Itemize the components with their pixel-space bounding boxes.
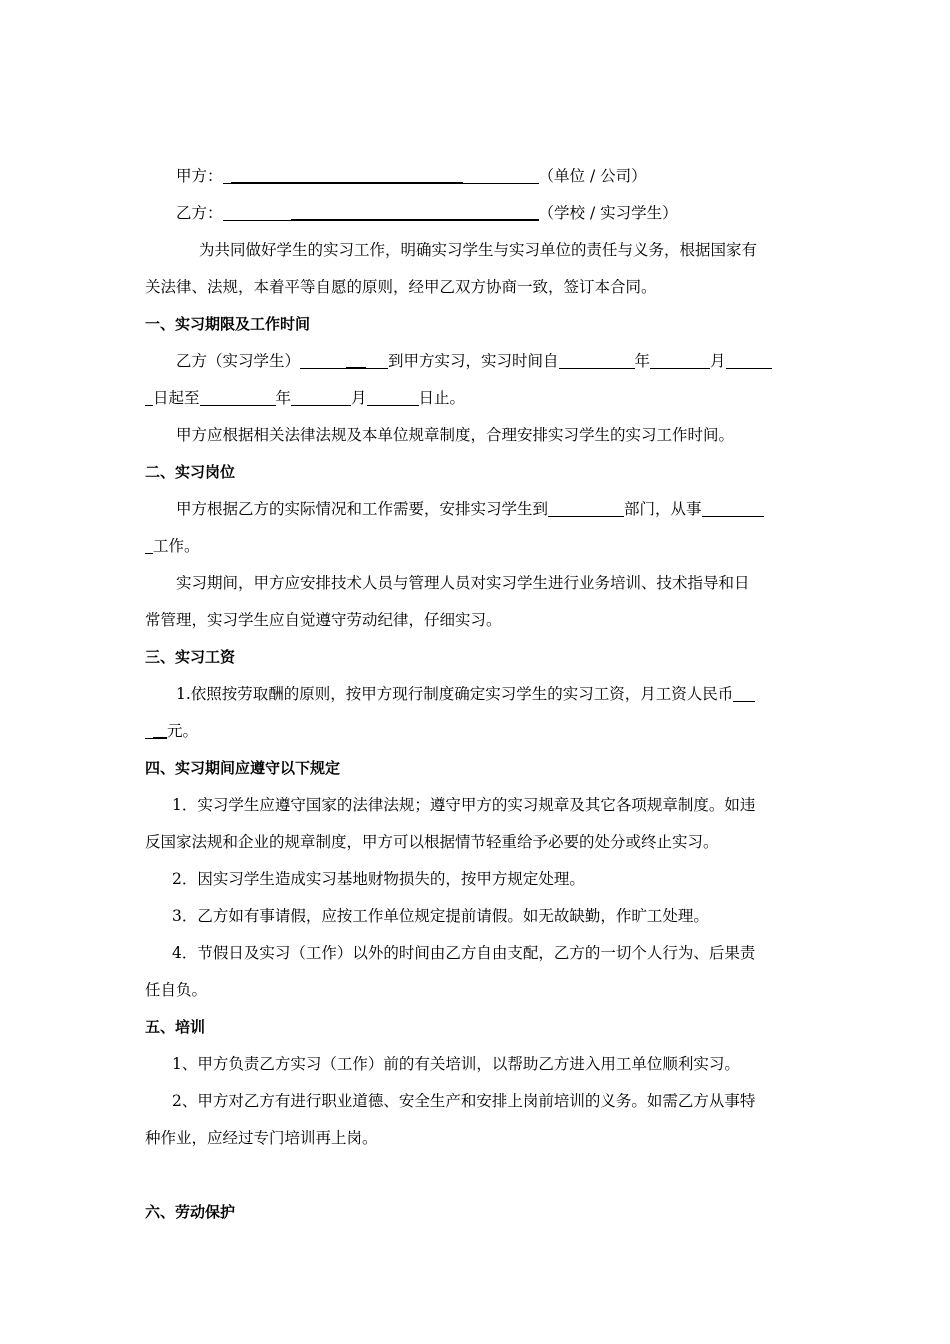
- party-b-suffix: （学校 / 实习学生）: [538, 204, 678, 222]
- party-a-label: 甲方：: [176, 167, 223, 185]
- s1-name-blank[interactable]: [346, 352, 366, 370]
- section-5-heading: 五、培训: [145, 1018, 206, 1036]
- section-3-heading: 三、实习工资: [145, 648, 236, 666]
- s4-item-4-line-2: 任自负。: [145, 981, 208, 999]
- s2-line-1: 甲方根据乙方的实际情况和工作需要，安排实习学生到 部门，从事: [145, 491, 808, 528]
- s1-paragraph-2: 甲方应根据相关法律法规及本单位规章制度，合理安排实习学生的实习工作时间。: [176, 426, 735, 444]
- preamble-line-1: 为共同做好学生的实习工作，明确实习学生与实习单位的责任与义务，根据国家有: [199, 241, 758, 259]
- s5-item-2-line-1: 2、甲方对乙方有进行职业道德、安全生产和安排上岗前培训的义务。如需乙方从事特: [172, 1092, 756, 1110]
- s3-wage-blank-b[interactable]: [153, 722, 167, 740]
- s2-paragraph-2-line-1: 实习期间，甲方应安排技术人员与管理人员对实习学生进行业务培训、技术指导和日: [176, 574, 750, 592]
- s1-period-line-2: 日起至 年 月 日止。: [145, 380, 808, 417]
- section-4-heading: 四、实习期间应遵守以下规定: [145, 759, 341, 777]
- section-2-heading: 二、实习岗位: [145, 463, 236, 481]
- s1-start-day-blank-b[interactable]: [145, 390, 153, 407]
- s4-item-2: 2．因实习学生造成实习基地财物损失的，按甲方规定处理。: [172, 870, 585, 888]
- s1-end-day-blank[interactable]: [367, 390, 419, 407]
- s1-period-line-1: 乙方（实习学生） 到甲方实习，实习时间自 年 月: [145, 343, 808, 380]
- s4-item-1-line-1: 1．实习学生应遵守国家的法律法规；遵守甲方的实习规章及其它各项规章制度。如违: [172, 796, 756, 814]
- s5-item-2-line-2: 种作业，应经过专门培训再上岗。: [145, 1129, 378, 1147]
- s3-wage-blank-a[interactable]: [733, 686, 755, 703]
- s2-job-blank-a[interactable]: [702, 501, 764, 518]
- section-1-heading: 一、实习期限及工作时间: [145, 315, 311, 333]
- s2-department-blank[interactable]: [548, 501, 624, 518]
- s1-start-day-blank-a[interactable]: [726, 353, 772, 370]
- contract-body: [145, 158, 808, 1231]
- s4-item-3: 3．乙方如有事请假，应按工作单位规定提前请假。如无故缺勤，作旷工处理。: [172, 907, 709, 925]
- s3-line-1: 1.依照按劳取酬的原则，按甲方现行制度确定实习学生的实习工资，月工资人民币: [145, 676, 808, 713]
- s2-line-2: 工作。: [145, 528, 808, 565]
- preamble-line-2: 关法律、法规，本着平等自愿的原则，经甲乙双方协商一致，签订本合同。: [145, 278, 657, 296]
- s1-start-month-blank[interactable]: [650, 353, 710, 370]
- party-b-label: 乙方：: [176, 204, 223, 222]
- s4-item-1-line-2: 反国家法规和企业的规章制度，甲方可以根据情节轻重给予必要的处分或终止实习。: [145, 833, 719, 851]
- party-a-line: [145, 158, 808, 195]
- s1-end-year-blank[interactable]: [200, 390, 276, 407]
- party-a-suffix: （单位 / 公司）: [538, 167, 647, 185]
- s3-line-2: 元。: [145, 713, 808, 750]
- party-b-blank[interactable]: [291, 204, 539, 222]
- s2-paragraph-2-line-2: 常管理，实习学生应自觉遵守劳动纪律，仔细实习。: [145, 611, 502, 629]
- party-b-line: [145, 195, 808, 232]
- party-a-blank[interactable]: [231, 167, 463, 185]
- s2-job-blank-b[interactable]: [145, 538, 153, 555]
- s5-item-1: 1、甲方负责乙方实习（工作）前的有关培训，以帮助乙方进入用工单位顺利实习。: [172, 1055, 740, 1073]
- s4-item-4-line-1: 4．节假日及实习（工作）以外的时间由乙方自由支配，乙方的一切个人行为、后果责: [172, 944, 756, 962]
- s1-end-month-blank[interactable]: [291, 390, 351, 407]
- s1-start-year-blank[interactable]: [559, 353, 635, 370]
- section-6-heading: 六、劳动保护: [145, 1203, 236, 1221]
